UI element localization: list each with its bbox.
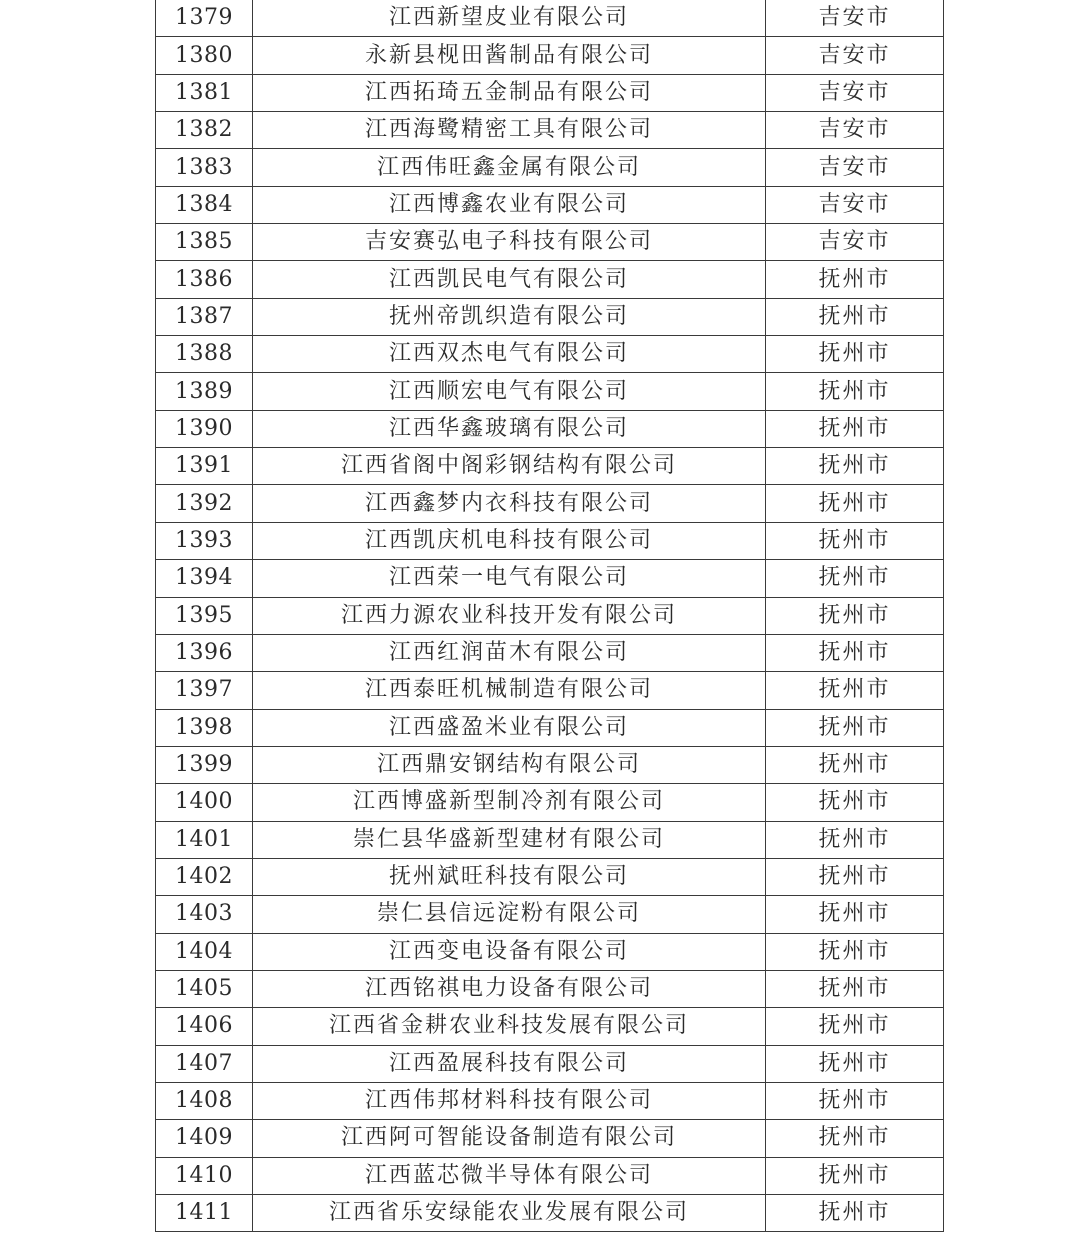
row-number-cell: 1385 <box>156 224 253 261</box>
company-name-cell: 江西华鑫玻璃有限公司 <box>253 410 766 447</box>
table-row <box>156 112 944 149</box>
city-cell: 抚州市 <box>766 746 944 783</box>
table-row <box>156 858 944 895</box>
table-row <box>156 0 944 37</box>
row-number-cell: 1408 <box>156 1082 253 1119</box>
company-name-cell: 江西博盛新型制冷剂有限公司 <box>253 784 766 821</box>
city-cell: 抚州市 <box>766 1045 944 1082</box>
table-row <box>156 522 944 559</box>
table-row <box>156 709 944 746</box>
table-row <box>156 634 944 671</box>
row-number-cell: 1398 <box>156 709 253 746</box>
row-number-cell: 1388 <box>156 336 253 373</box>
city-cell: 抚州市 <box>766 298 944 335</box>
table-row <box>156 1008 944 1045</box>
company-name-cell: 江西鼎安钢结构有限公司 <box>253 746 766 783</box>
row-number-cell: 1389 <box>156 373 253 410</box>
city-cell: 抚州市 <box>766 896 944 933</box>
city-cell: 抚州市 <box>766 336 944 373</box>
company-name-cell: 江西凯民电气有限公司 <box>253 261 766 298</box>
city-cell: 抚州市 <box>766 1082 944 1119</box>
company-name-cell: 江西鑫梦内衣科技有限公司 <box>253 485 766 522</box>
table-row <box>156 373 944 410</box>
city-cell: 抚州市 <box>766 1157 944 1194</box>
company-list-table <box>155 0 944 1232</box>
city-cell: 抚州市 <box>766 672 944 709</box>
table-row <box>156 560 944 597</box>
company-name-cell: 抚州帝凯织造有限公司 <box>253 298 766 335</box>
table-row <box>156 784 944 821</box>
city-cell: 抚州市 <box>766 933 944 970</box>
row-number-cell: 1384 <box>156 186 253 223</box>
city-cell: 抚州市 <box>766 1195 944 1232</box>
table-row <box>156 186 944 223</box>
row-number-cell: 1395 <box>156 597 253 634</box>
company-list-body <box>156 0 944 1232</box>
city-cell: 抚州市 <box>766 970 944 1007</box>
row-number-cell: 1379 <box>156 0 253 37</box>
company-name-cell: 崇仁县信远淀粉有限公司 <box>253 896 766 933</box>
city-cell: 抚州市 <box>766 634 944 671</box>
company-name-cell: 江西顺宏电气有限公司 <box>253 373 766 410</box>
city-cell: 抚州市 <box>766 1120 944 1157</box>
row-number-cell: 1380 <box>156 37 253 74</box>
company-name-cell: 江西拓琦五金制品有限公司 <box>253 74 766 111</box>
row-number-cell: 1396 <box>156 634 253 671</box>
city-cell: 抚州市 <box>766 522 944 559</box>
row-number-cell: 1403 <box>156 896 253 933</box>
row-number-cell: 1402 <box>156 858 253 895</box>
city-cell: 吉安市 <box>766 186 944 223</box>
row-number-cell: 1410 <box>156 1157 253 1194</box>
table-row <box>156 1045 944 1082</box>
company-name-cell: 江西荣一电气有限公司 <box>253 560 766 597</box>
table-row <box>156 970 944 1007</box>
table-row <box>156 261 944 298</box>
row-number-cell: 1382 <box>156 112 253 149</box>
city-cell: 抚州市 <box>766 1008 944 1045</box>
table-row <box>156 410 944 447</box>
city-cell: 吉安市 <box>766 224 944 261</box>
table-row <box>156 448 944 485</box>
company-name-cell: 江西博鑫农业有限公司 <box>253 186 766 223</box>
row-number-cell: 1390 <box>156 410 253 447</box>
table-row <box>156 746 944 783</box>
company-name-cell: 江西省阁中阁彩钢结构有限公司 <box>253 448 766 485</box>
company-name-cell: 江西盛盈米业有限公司 <box>253 709 766 746</box>
city-cell: 抚州市 <box>766 560 944 597</box>
row-number-cell: 1406 <box>156 1008 253 1045</box>
row-number-cell: 1401 <box>156 821 253 858</box>
company-name-cell: 江西省金耕农业科技发展有限公司 <box>253 1008 766 1045</box>
table-row <box>156 1195 944 1232</box>
table-row <box>156 37 944 74</box>
table-row <box>156 149 944 186</box>
city-cell: 抚州市 <box>766 410 944 447</box>
company-name-cell: 江西省乐安绿能农业发展有限公司 <box>253 1195 766 1232</box>
company-name-cell: 江西盈展科技有限公司 <box>253 1045 766 1082</box>
row-number-cell: 1397 <box>156 672 253 709</box>
company-name-cell: 江西变电设备有限公司 <box>253 933 766 970</box>
row-number-cell: 1400 <box>156 784 253 821</box>
table-row <box>156 74 944 111</box>
row-number-cell: 1392 <box>156 485 253 522</box>
city-cell: 抚州市 <box>766 448 944 485</box>
row-number-cell: 1386 <box>156 261 253 298</box>
company-name-cell: 永新县枧田酱制品有限公司 <box>253 37 766 74</box>
table-row <box>156 1120 944 1157</box>
city-cell: 吉安市 <box>766 37 944 74</box>
row-number-cell: 1394 <box>156 560 253 597</box>
row-number-cell: 1381 <box>156 74 253 111</box>
table-row <box>156 1082 944 1119</box>
city-cell: 抚州市 <box>766 485 944 522</box>
company-name-cell: 吉安赛弘电子科技有限公司 <box>253 224 766 261</box>
table-row <box>156 821 944 858</box>
city-cell: 吉安市 <box>766 74 944 111</box>
table-row <box>156 485 944 522</box>
row-number-cell: 1404 <box>156 933 253 970</box>
company-name-cell: 江西蓝芯微半导体有限公司 <box>253 1157 766 1194</box>
row-number-cell: 1399 <box>156 746 253 783</box>
row-number-cell: 1393 <box>156 522 253 559</box>
company-name-cell: 江西力源农业科技开发有限公司 <box>253 597 766 634</box>
company-name-cell: 江西铭祺电力设备有限公司 <box>253 970 766 1007</box>
company-name-cell: 江西凯庆机电科技有限公司 <box>253 522 766 559</box>
row-number-cell: 1411 <box>156 1195 253 1232</box>
table-row <box>156 224 944 261</box>
city-cell: 吉安市 <box>766 112 944 149</box>
table-row <box>156 1157 944 1194</box>
table-row <box>156 672 944 709</box>
row-number-cell: 1405 <box>156 970 253 1007</box>
company-name-cell: 江西红润苗木有限公司 <box>253 634 766 671</box>
company-name-cell: 江西双杰电气有限公司 <box>253 336 766 373</box>
company-name-cell: 江西海鹭精密工具有限公司 <box>253 112 766 149</box>
company-name-cell: 抚州斌旺科技有限公司 <box>253 858 766 895</box>
city-cell: 抚州市 <box>766 261 944 298</box>
table-row <box>156 933 944 970</box>
row-number-cell: 1383 <box>156 149 253 186</box>
company-name-cell: 江西新望皮业有限公司 <box>253 0 766 37</box>
city-cell: 抚州市 <box>766 373 944 410</box>
company-name-cell: 崇仁县华盛新型建材有限公司 <box>253 821 766 858</box>
row-number-cell: 1409 <box>156 1120 253 1157</box>
city-cell: 吉安市 <box>766 0 944 37</box>
table-row <box>156 336 944 373</box>
row-number-cell: 1391 <box>156 448 253 485</box>
row-number-cell: 1387 <box>156 298 253 335</box>
company-name-cell: 江西伟邦材料科技有限公司 <box>253 1082 766 1119</box>
company-name-cell: 江西伟旺鑫金属有限公司 <box>253 149 766 186</box>
row-number-cell: 1407 <box>156 1045 253 1082</box>
table-row <box>156 597 944 634</box>
city-cell: 抚州市 <box>766 597 944 634</box>
city-cell: 抚州市 <box>766 709 944 746</box>
table-row <box>156 298 944 335</box>
city-cell: 吉安市 <box>766 149 944 186</box>
table-row <box>156 896 944 933</box>
company-name-cell: 江西阿可智能设备制造有限公司 <box>253 1120 766 1157</box>
city-cell: 抚州市 <box>766 821 944 858</box>
company-name-cell: 江西泰旺机械制造有限公司 <box>253 672 766 709</box>
city-cell: 抚州市 <box>766 858 944 895</box>
city-cell: 抚州市 <box>766 784 944 821</box>
